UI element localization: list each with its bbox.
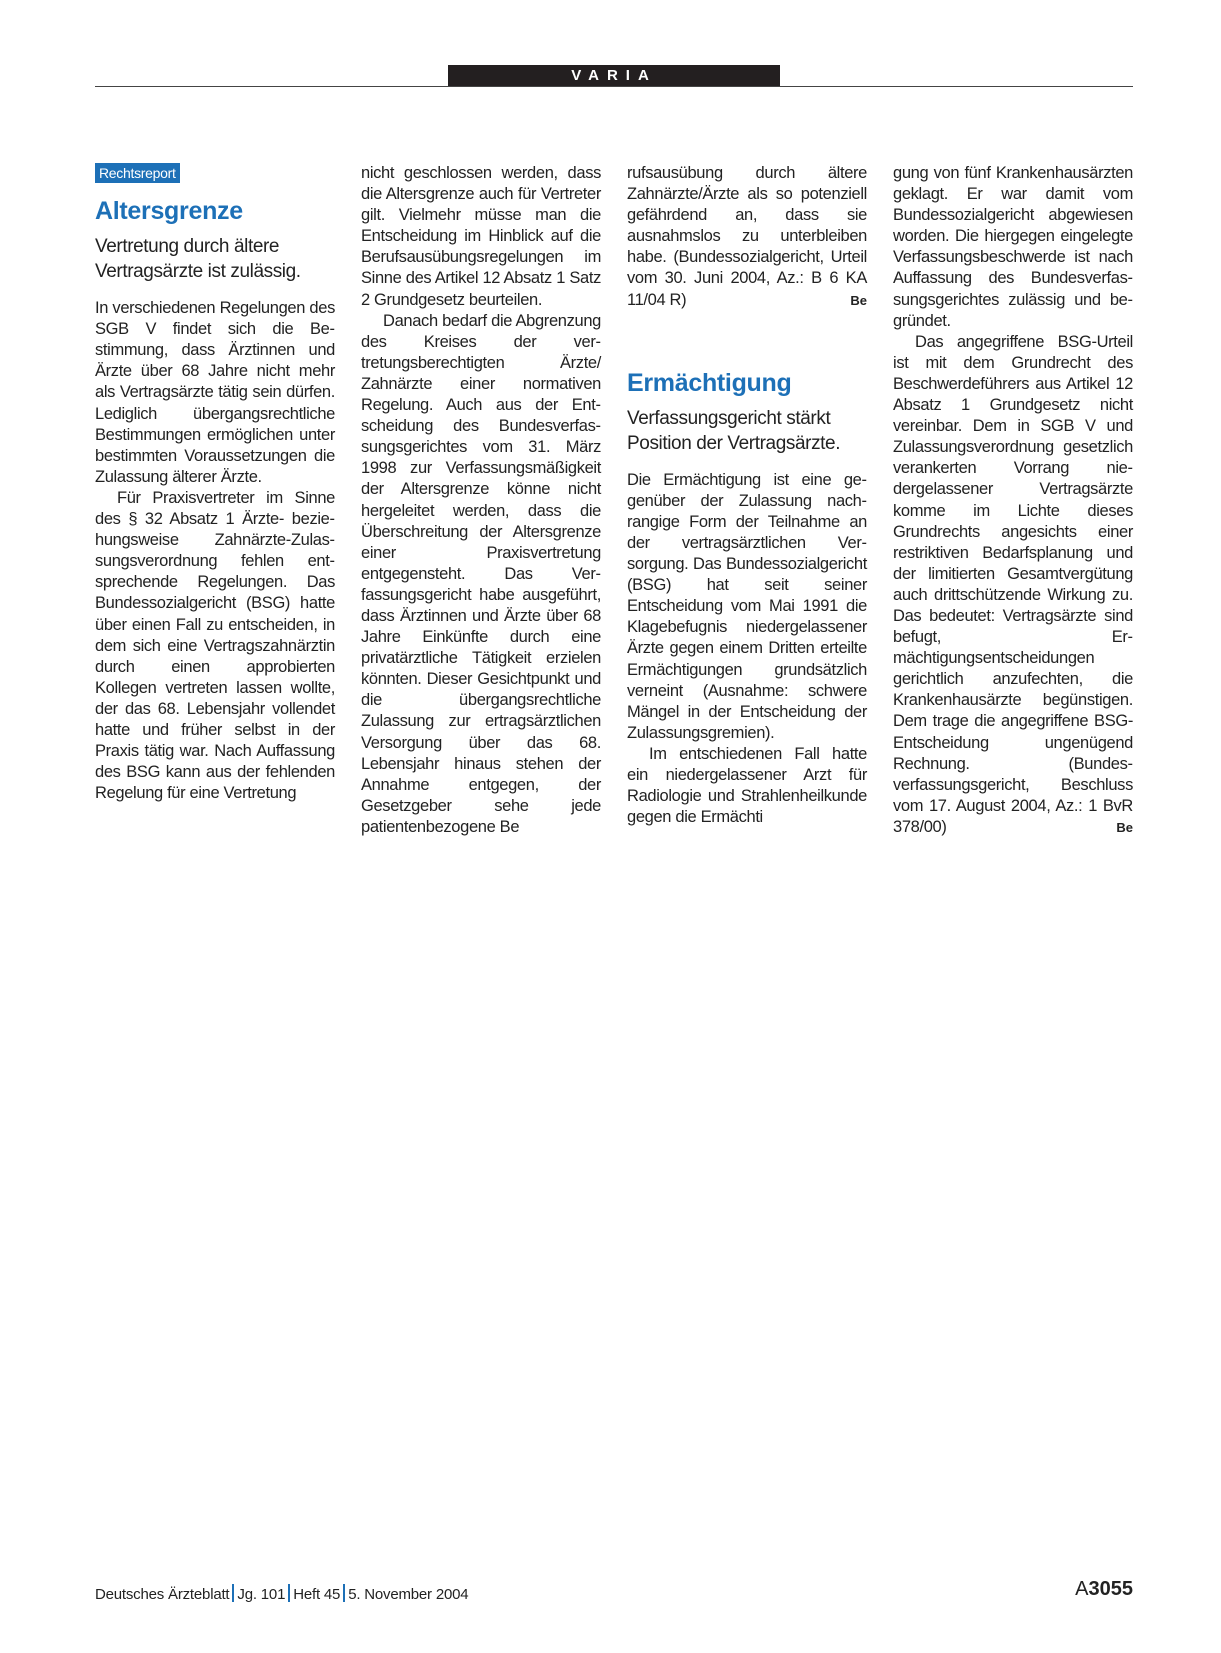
section-label: VARIA (448, 65, 780, 86)
article-2-paragraph-1: Die Ermächtigung ist eine gegenüber der Zulassung nachrangige Form der Teilnahme an der vertragsärztlichen Versorgung. Das Bundessozialgericht (BSG) hat seit seiner Entscheidung vom Mai 1991 die Klagebefugnis niedergelassener Ärzte gegen einem Dritten erteilte Ermächtigungen grundsätzlich verneint (Ausnahme: schwere Mängel in der Entscheidung der Zulassungsgremien). (627, 470, 867, 742)
page-number-value: 3055 (1088, 1578, 1133, 1600)
article-1-paragraph-1: In verschiedenen Regelungen des SGB V findet sich die Bestimmung, dass Ärztinnen und Ärzte über 68 Jahre nicht mehr als Vertragsärzte tätig sein dürfen. Lediglich übergangsrechtliche Bestimmungen ermöglichen unter bestimmten Voraussetzungen die Zulassung älterer Ärzte. (95, 299, 335, 486)
header-rule (95, 86, 1133, 87)
journal-date: 5. November 2004 (348, 1586, 469, 1603)
article-1-paragraph-2b: nicht geschlossen werden, dass die Altersgrenze auch für Vertreter gilt. Vielmehr müsse man die Entscheidung im Hinblick auf die Berufsausübungsregelungen im Sinne des Artikel 12 Absatz 1 Satz 2 Grundgesetz beurteilen. (361, 164, 601, 309)
page-number (1075, 1578, 1133, 1601)
article-2-paragraph-2b: gung von fünf Krankenhausärzten geklagt. Er war damit vom Bundessozialgericht abgewiesen worden. Die hiergegen eingelegte Verfassungsbeschwerde ist nach Auffassung des Bundesverfassungsgerichtes zulässig und begründet. (893, 164, 1133, 330)
article-2-title: Ermächtigung (627, 368, 792, 397)
column-4 (893, 163, 1133, 838)
article-1-subtitle: Vertretung durch ältere Vertragsärzte ist zulässig. (95, 236, 301, 283)
journal-name: Deutsches Ärzteblatt (95, 1586, 230, 1603)
column-3 (627, 163, 867, 828)
article-2-paragraph-3: Das angegriffene BSG-Urteil ist mit dem Grundrecht des Beschwerdeführers aus Artikel 12 Absatz 1 Grundgesetz nicht vereinbar. Dem in SGB V und Zulassungsverordnung gesetzlich verankerten Vorrang niedergelassener Vertragsärzte komme im Lichte dieses Grundrechts angesichts einer restriktiven Bedarfsplanung und der limitierten Gesamtvergütung auch drittschützende Wirkung zu. Das bedeutet: Vertragsärzte sind befugt, Ermächtigungsentscheidungen gerichtlich anzufechten, die Krankenhausärzte begünstigen. Dem trage die angegriffene BSG-Entscheidung ungenügend Rechnung. (Bundesverfassungsgericht, Beschluss vom 17. August 2004, Az.: 1 BvR 378/00) Be (893, 332, 1133, 836)
article-1-paragraph-3a: Danach bedarf die Abgrenzung des Kreises der vertretungsberechtigten Ärzte/ Zahnärzte einer normativen Regelung. Auch aus der Entscheidung des Bundesverfassungsgerichtes vom 31. März 1998 zur Verfassungsmäßigkeit der Altersgrenze könne nicht hergeleitet werden, dass die Überschreitung der Altersgrenze einer Praxisvertretung entgegensteht. Das Verfassungsgericht habe ausgeführt, dass Ärztinnen und Ärzte über 68 Jahre Einkünfte durch eine privatärztliche Tätigkeit erzielen könnten. Dieser Gesichtpunkt und die übergangsrechtliche Zulassung zur ertragsärztlichen Versorgung über das 68. Lebensjahr hinaus stehen der Annahme entgegen, der Gesetzgeber sehe jede patientenbezogene Be (361, 311, 601, 836)
footer (95, 1584, 468, 1603)
article-1-paragraph-2a: Für Praxisvertreter im Sinne des § 32 Absatz 1 Ärzte- beziehungsweise Zahnärzte-Zulassungsverordnung fehlen entsprechende Regelungen. Das Bundessozialgericht (BSG) hatte über einen Fall zu entscheiden, in dem sich eine Vertragszahnärztin durch einen approbierten Kollegen vertreten lassen wollte, der das 68. Lebensjahr vollendet hatte und früher selbst in der Praxis tätig war. Nach Auffassung des BSG kann aus der fehlenden Regelung für eine Vertretung (95, 488, 335, 803)
article-2-signature: Be (1116, 819, 1133, 835)
journal-volume: Jg. 101 (237, 1586, 286, 1603)
footer-separator (232, 1584, 234, 1602)
article-1-signature: Be (850, 292, 867, 308)
category-tag: Rechtsreport (95, 163, 180, 183)
article-1-paragraph-3b: rufsausübung durch ältere Zahnärzte/Ärzte als so potenziell gefährdend an, dass sie ausnahmslos zu unterbleiben habe. (Bundessozialgericht, Urteil vom 30. Juni 2004, Az.: B 6 KA 11/04 R) Be (627, 164, 867, 309)
page-prefix: A (1075, 1578, 1089, 1600)
footer-separator (288, 1584, 290, 1602)
column-2 (361, 163, 601, 838)
article-2-paragraph-2a: Im entschiedenen Fall hatte ein niedergelassener Arzt für Radiologie und Strahlenheilkunde gegen die Ermächti (627, 744, 867, 827)
article-2-subtitle: Verfassungsgericht stärkt Position der Vertragsärzte. (627, 407, 841, 454)
article-1-title: Altersgrenze (95, 197, 243, 226)
journal-issue: Heft 45 (293, 1586, 341, 1603)
footer-separator (343, 1584, 345, 1602)
column-1 (95, 163, 335, 804)
